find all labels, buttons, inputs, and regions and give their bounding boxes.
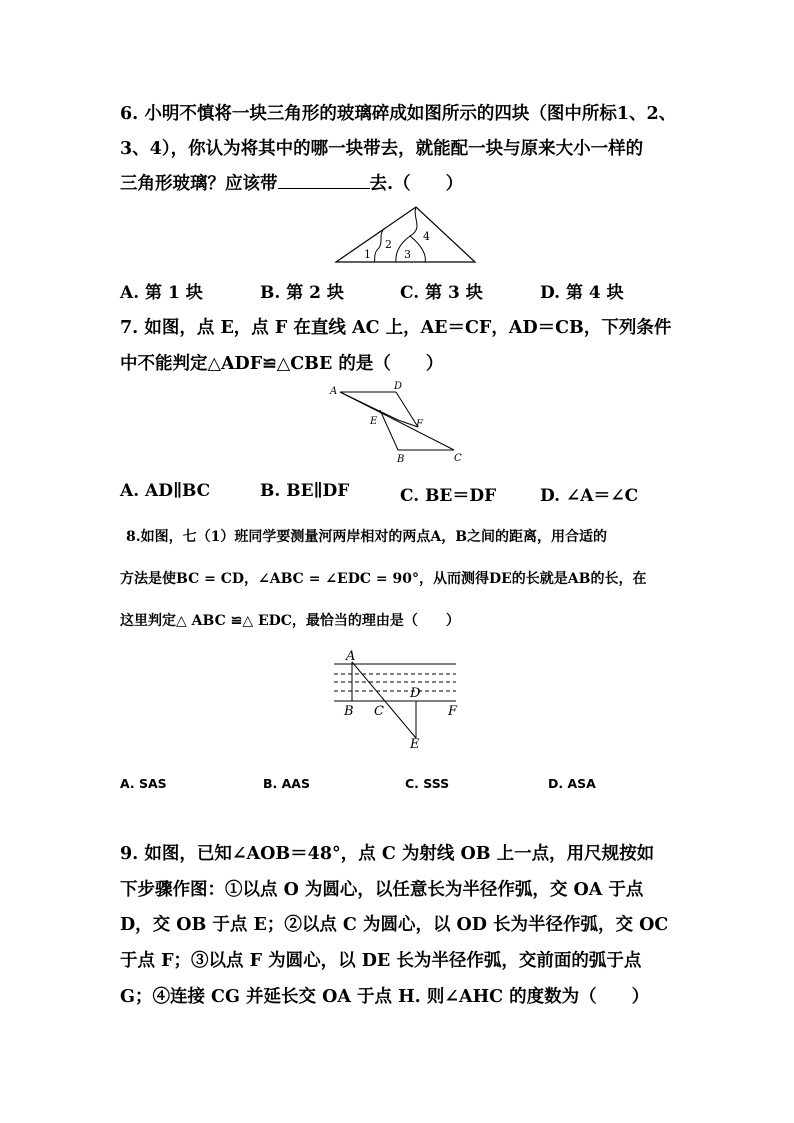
q6-line-3-tail: 去.（ ） — [369, 174, 464, 194]
q7-figure — [326, 380, 471, 468]
q9-line-2: 下步骤作图：①以点 O 为圆心，以任意长为半径作弧，交 OA 于点 — [120, 880, 644, 900]
q7-option-b[interactable]: B. BE∥DF — [260, 481, 350, 501]
q9-line-5: G；④连接 CG 并延长交 OA 于点 H. 则∠AHC 的度数为（ ） — [120, 987, 650, 1007]
q6-option-b[interactable]: B. 第 2 块 — [260, 283, 344, 303]
point-label-f: F — [416, 419, 423, 430]
q8-option-c[interactable]: C. SSS — [405, 776, 450, 791]
q6-option-c[interactable]: C. 第 3 块 — [400, 283, 483, 303]
q6-line-3 — [120, 170, 463, 195]
q6-option-d[interactable]: D. 第 4 块 — [540, 283, 624, 303]
point-label-e: E — [410, 737, 420, 752]
piece-label-2: 2 — [385, 238, 392, 251]
q6-line-1: 6. 小明不慎将一块三角形的玻璃碎成如图所示的四块（图中所标1、2、 — [120, 104, 677, 124]
point-label-c: C — [454, 453, 462, 464]
q7-option-c[interactable]: C. BE＝DF — [400, 486, 497, 506]
point-label-b: B — [397, 454, 405, 465]
q6-line-3-head: 三角形玻璃？应该带 — [120, 174, 278, 194]
point-label-e: E — [370, 416, 378, 427]
q9-line-1: 9. 如图，已知∠AOB＝48°，点 C 为射线 OB 上一点，用尺规按如 — [120, 844, 655, 864]
point-label-d: D — [410, 686, 421, 701]
q6-glass-figure — [330, 200, 480, 268]
point-label-b: B — [344, 704, 354, 719]
q8-line-1: 8.如图，七（1）班同学要测量河两岸相对的两点A，B之间的距离，用合适的 — [126, 529, 608, 545]
answer-blank — [278, 174, 370, 189]
point-label-c: C — [374, 704, 384, 719]
point-label-a: A — [330, 386, 338, 397]
q6-line-2: 3、4），你认为将其中的哪一块带去，就能配一块与原来大小一样的 — [120, 139, 644, 159]
q7-option-d[interactable]: D. ∠A＝∠C — [540, 486, 639, 506]
point-label-d: D — [394, 381, 403, 392]
q8-option-d[interactable]: D. ASA — [548, 776, 596, 791]
q9-line-4: 于点 F；③以点 F 为圆心，以 DE 长为半径作弧，交前面的弧于点 — [120, 951, 642, 971]
q6-option-a[interactable]: A. 第 1 块 — [120, 283, 203, 303]
q8-option-b[interactable]: B. AAS — [263, 776, 310, 791]
q7-line-2: 中不能判定△ADF≌△CBE 的是（ ） — [120, 354, 444, 374]
q7-line-1: 7. 如图，点 E，点 F 在直线 AC 上，AE＝CF，AD＝CB，下列条件 — [120, 318, 672, 338]
q8-line-2: 方法是使BC = CD，∠ABC = ∠EDC = 90°，从而测得DE的长就是AB的长，在 — [120, 571, 647, 587]
q8-option-a[interactable]: A. SAS — [120, 776, 167, 791]
piece-label-3: 3 — [404, 248, 411, 261]
q8-line-3: 这里判定△ ABC ≌△ EDC，最恰当的理由是（ ） — [120, 613, 460, 629]
point-label-f: F — [448, 704, 458, 719]
crack-1 — [374, 228, 385, 262]
q7-option-a[interactable]: A. AD∥BC — [120, 481, 211, 501]
q9-line-3: D，交 OB 于点 E；②以点 C 为圆心，以 OD 长为半径作弧，交 OC — [120, 915, 669, 935]
q8-river-figure — [332, 648, 462, 752]
piece-label-1: 1 — [364, 248, 371, 261]
point-label-a: A — [346, 649, 356, 664]
piece-label-4: 4 — [423, 230, 430, 243]
